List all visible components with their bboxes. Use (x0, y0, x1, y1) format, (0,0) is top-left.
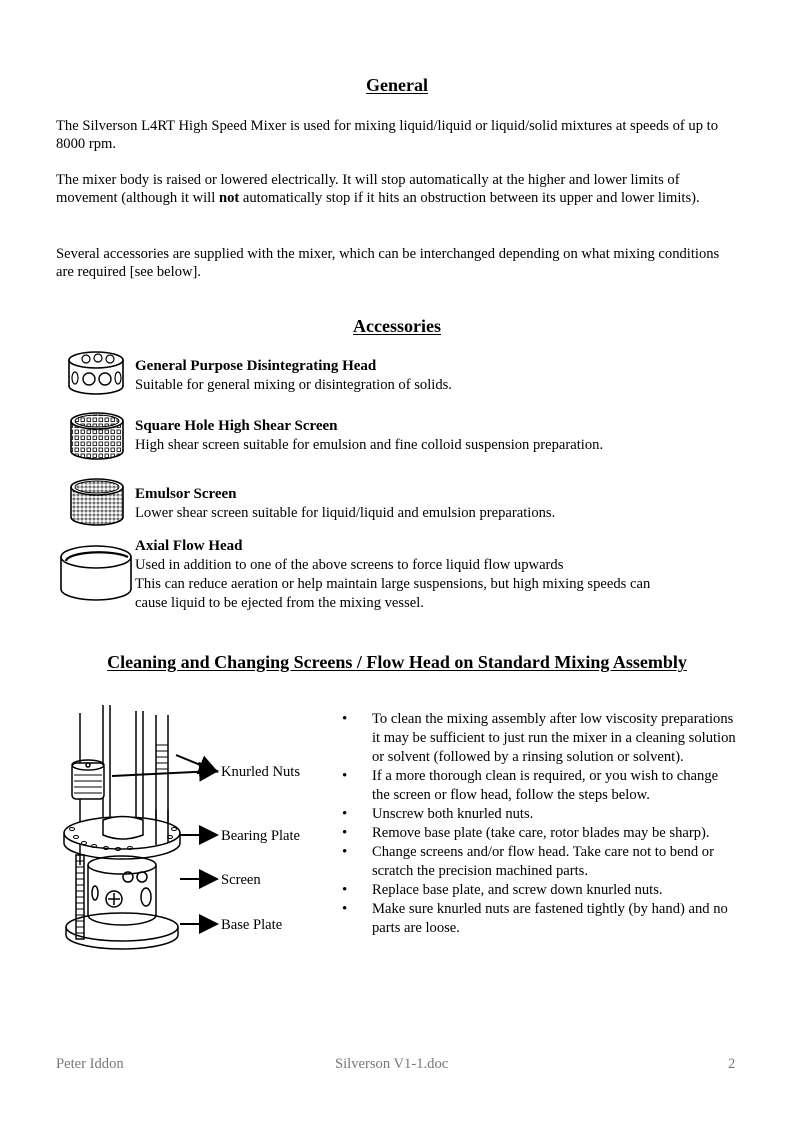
list-item: • Remove base plate (take care, rotor blades may be sharp). (338, 824, 738, 843)
list-item: • Unscrew both knurled nuts. (338, 805, 738, 824)
label-bearing-plate: Bearing Plate (221, 828, 301, 844)
label-screen: Screen (221, 872, 261, 888)
list-item: • Make sure knurled nuts are fastened tightly (by hand) and no parts are loose. (338, 900, 738, 938)
accessory-title: General Purpose Disintegrating Head (135, 358, 377, 374)
footer-author: Peter Iddon (56, 1056, 124, 1072)
accessory-title: Square Hole High Shear Screen (135, 418, 338, 434)
footer-page-number: 2 (728, 1056, 736, 1072)
disintegrating-head-icon (66, 350, 126, 398)
accessory-description: Lower shear screen suitable for liquid/liquid and emulsion preparations. (135, 505, 556, 521)
list-item: • To clean the mixing assembly after low viscosity preparations it may be sufficient to just run the mixer in a cleaning solution or solvent (followed by a rinsing solution or solvent). (338, 710, 738, 767)
axial-flow-head-icon (58, 543, 134, 605)
general-paragraph-1: The Silverson L4RT High Speed Mixer is used for mixing liquid/liquid or liquid/solid mixtures at speeds of up to 8000 rpm. (56, 118, 719, 152)
accessory-description: Used in addition to one of the above screens to force liquid flow upwards (135, 557, 564, 573)
accessories-heading: Accessories (353, 316, 441, 336)
accessory-title: Emulsor Screen (135, 486, 237, 502)
accessory-description: High shear screen suitable for emulsion and fine colloid suspension preparation. (135, 437, 604, 453)
list-item: • If a more thorough clean is required, or you wish to change the screen or flow head, follow the steps below. (338, 767, 738, 805)
accessory-description-extra: This can reduce aeration or help maintain large suspensions, but high mixing speeds can cause liquid to be ejected from the mixing vessel. (135, 576, 651, 611)
footer-filename: Silverson V1-1.doc (335, 1056, 449, 1072)
general-paragraph-2 (56, 171, 740, 207)
label-knurled-nuts: Knurled Nuts (221, 764, 301, 780)
accessory-item (135, 485, 735, 523)
accessory-title: Axial Flow Head (135, 538, 243, 554)
general-heading: General (366, 75, 428, 95)
cleaning-heading: Cleaning and Changing Screens / Flow Head on Standard Mixing Assembly (107, 652, 687, 672)
accessory-item (135, 357, 735, 395)
paragraph-2-emphasis: not (218, 190, 240, 206)
cleaning-steps-list (338, 710, 738, 938)
accessory-item (135, 537, 735, 613)
paragraph-2-text-b: automatically stop if it hits an obstruction between its upper and lower limits). (239, 190, 700, 206)
square-hole-screen-icon (68, 411, 126, 463)
diagram-arrows (100, 745, 220, 940)
accessory-description: Suitable for general mixing or disintegration of solids. (135, 377, 452, 393)
list-item: • Replace base plate, and screw down knurled nuts. (338, 881, 738, 900)
list-item: • Change screens and/or flow head. Take care not to bend or scratch the precision machined parts. (338, 843, 738, 881)
general-paragraph-3: Several accessories are supplied with the mixer, which can be interchanged depending on what mixing conditions are required [see below]. (56, 246, 720, 280)
paragraph-2-text-a: The mixer body is raised or lowered electrically. It will stop automatically at the higher and lower limits of movement (although it will (56, 172, 680, 206)
emulsor-screen-icon (68, 477, 126, 529)
accessory-item (135, 417, 735, 455)
label-base-plate: Base Plate (221, 917, 283, 933)
